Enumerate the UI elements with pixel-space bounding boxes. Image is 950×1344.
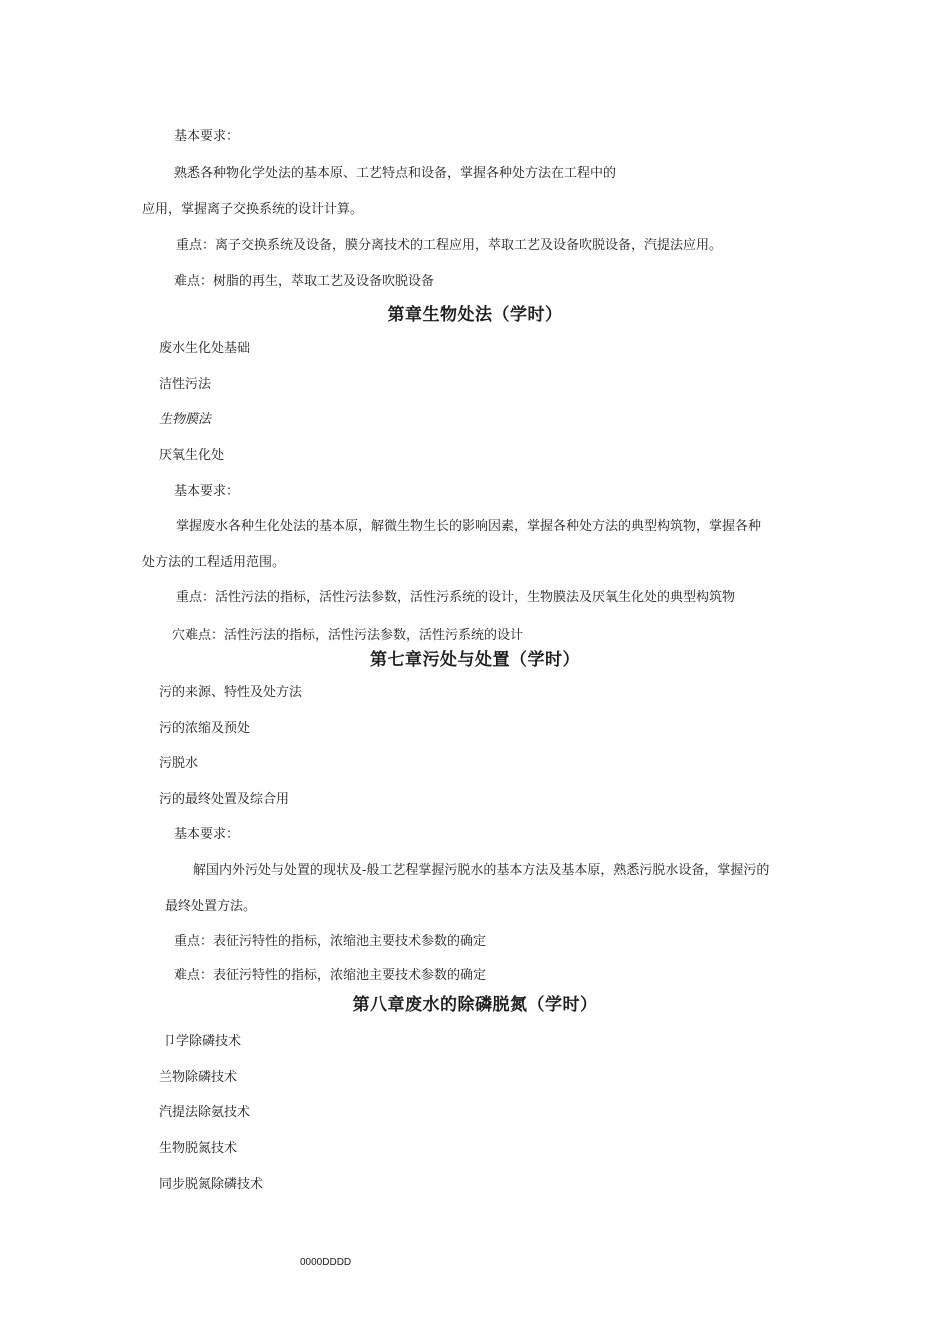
ch6-requirements-label: 基本要求：: [174, 484, 240, 499]
ch7-difficult-points: 难点：表征污特性的指标，浓缩池主要技术参数的确定: [174, 968, 487, 983]
ch7-heading: 第七章污处与处置（学时）: [370, 650, 580, 670]
ch7-requirements-label: 基本要求：: [174, 827, 240, 842]
ch7-requirements-line-2: 最终处置方法。: [165, 899, 257, 914]
ch7-key-points: 重点：表征污特性的指标，浓缩池主要技术参数的确定: [174, 934, 487, 949]
ch5-requirements-line-2: 应用，掌握离子交换系统的设计计算。: [142, 202, 364, 217]
ch8-topic-1: 卩学除磷技术: [163, 1034, 242, 1049]
ch6-heading: 第章生物处法（学时）: [387, 305, 563, 325]
ch7-requirements-line-1: 解国内外污处与处置的现状及-般工艺程掌握污脱水的基本方法及基本原，熟悉污脱水设备，掌握污的: [193, 863, 770, 878]
ch5-requirements-label: 基本要求：: [174, 129, 240, 144]
ch6-requirements-line-2: 处方法的工程适用范围。: [142, 555, 286, 570]
ch6-requirements-line-1: 掌握废水各种生化处法的基本原，解微生物生长的影响因素，掌握各种处方法的典型构筑物，掌握各种: [176, 519, 762, 534]
ch7-topic-3: 污脱水: [159, 756, 199, 771]
ch7-topic-4: 污的最终处置及综合用: [159, 792, 290, 807]
ch8-heading: 第八章废水的除磷脱氮（学时）: [352, 995, 598, 1015]
ch8-topic-2: 兰物除磷技术: [159, 1070, 238, 1085]
ch8-topic-5: 同步脱氮除磷技术: [159, 1177, 264, 1192]
ch6-topic-1: 废水生化处基础: [159, 341, 251, 356]
ch6-topic-2: 洁性污法: [159, 377, 212, 392]
page-footer-code: 0000DDDD: [300, 1257, 352, 1268]
ch6-topic-3: 生物膜法: [159, 412, 212, 427]
ch6-difficult-points: 穴难点：活性污法的指标，活性污法参数，活性污系统的设计: [172, 628, 524, 643]
ch6-key-points: 重点：活性污法的指标，活性污法参数，活性污系统的设计，生物膜法及厌氧生化处的典型构筑物: [176, 590, 736, 605]
ch5-difficult-points: 难点：树脂的再生，萃取工艺及设备吹脱设备: [174, 274, 435, 289]
ch5-requirements-line-1: 熟悉各种物化学处法的基本原、工艺特点和设备，掌握各种处方法在工程中的: [174, 166, 617, 181]
ch8-topic-4: 生物脱氮技术: [159, 1141, 238, 1156]
ch7-topic-2: 污的浓缩及预处: [159, 721, 251, 736]
ch8-topic-3: 汽提法除氨技术: [159, 1105, 251, 1120]
ch7-topic-1: 污的来源、特性及处方法: [159, 685, 303, 700]
ch5-key-points: 重点：离子交换系统及设备，膜分离技术的工程应用，萃取工艺及设备吹脱设备，汽提法应用。: [176, 238, 723, 253]
ch6-topic-4: 厌氧生化处: [159, 448, 225, 463]
